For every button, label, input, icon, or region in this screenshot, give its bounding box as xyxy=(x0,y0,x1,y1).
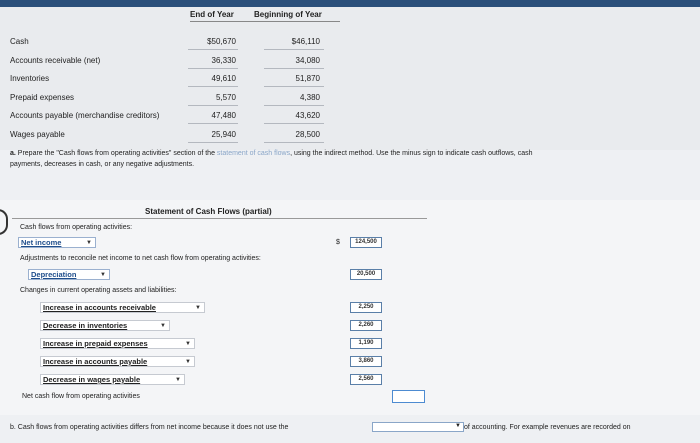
end-of-year-value: $50,670 xyxy=(207,37,236,46)
cell-rule xyxy=(188,142,238,143)
end-of-year-value: 5,570 xyxy=(215,92,236,102)
balance-row xyxy=(0,90,700,106)
instruction-a xyxy=(10,148,700,170)
change-select-label: Increase in prepaid expenses xyxy=(43,339,148,348)
net-cash-label: Net cash flow from operating activities xyxy=(22,393,140,400)
net-income-input[interactable]: 124,500 xyxy=(350,237,382,248)
change-select-label: Decrease in inventories xyxy=(43,321,128,330)
change-select[interactable] xyxy=(40,338,195,349)
depreciation-input[interactable]: 20,500 xyxy=(350,269,382,280)
chevron-down-icon: ▼ xyxy=(86,240,92,246)
cell-rule xyxy=(188,49,238,50)
beginning-of-year-value: 43,620 xyxy=(295,111,320,120)
balance-row xyxy=(0,127,700,143)
change-select-label: Increase in accounts receivable xyxy=(43,303,156,312)
statement-title-rule xyxy=(12,218,427,219)
beginning-of-year-value: 4,380 xyxy=(299,92,320,102)
top-bar xyxy=(0,0,700,7)
beginning-of-year-value: 51,870 xyxy=(295,74,320,83)
chevron-down-icon: ▼ xyxy=(185,359,191,365)
beginning-of-year-value: 28,500 xyxy=(295,129,320,139)
balance-row-label: Accounts receivable (net) xyxy=(10,55,101,65)
cell-rule xyxy=(188,86,238,87)
cell-rule xyxy=(264,142,324,143)
chevron-down-icon: ▼ xyxy=(195,305,201,311)
cell-rule xyxy=(264,123,324,124)
end-of-year-value: 49,610 xyxy=(211,74,236,83)
change-select-label: Increase in accounts payable xyxy=(43,357,148,366)
end-of-year-value: 47,480 xyxy=(211,111,236,120)
change-value-input[interactable]: 2,260 xyxy=(350,320,382,331)
beginning-of-year-value: 34,080 xyxy=(295,55,320,65)
cell-rule xyxy=(188,105,238,106)
statement-link[interactable]: statement of cash flows xyxy=(216,150,291,157)
instruction-b-text-1: b. Cash flows from operating activities differs from net income because it does not use the xyxy=(10,424,289,431)
end-of-year-value: 36,330 xyxy=(211,55,236,65)
cell-rule xyxy=(264,68,324,69)
balance-row xyxy=(0,53,700,69)
chevron-down-icon: ▼ xyxy=(175,377,181,383)
instruction-a-text-1: Prepare the "Cash flows from operating activities" section of the xyxy=(15,150,217,157)
dollar-sign: $ xyxy=(336,239,340,246)
net-income-select[interactable] xyxy=(18,237,96,248)
cell-rule xyxy=(188,68,238,69)
instruction-a-text-2: , using the indirect method. Use the minus sign to indicate cash outflows, cash xyxy=(290,150,533,157)
chevron-down-icon: ▼ xyxy=(455,423,461,429)
cell-rule xyxy=(188,123,238,124)
balance-row xyxy=(0,34,700,50)
change-select[interactable] xyxy=(40,356,195,367)
net-cash-input[interactable] xyxy=(392,390,425,403)
change-select[interactable] xyxy=(40,374,185,385)
net-income-select-label: Net income xyxy=(21,238,62,247)
cell-rule xyxy=(264,49,324,50)
instruction-b-text-2: of accounting. For example revenues are recorded on xyxy=(464,424,631,431)
balance-row xyxy=(0,108,700,124)
statement-title: Statement of Cash Flows (partial) xyxy=(145,207,272,216)
depreciation-select-label: Depreciation xyxy=(31,270,77,279)
cell-rule xyxy=(264,86,324,87)
change-value-input[interactable]: 1,190 xyxy=(350,338,382,349)
balance-row-label: Cash xyxy=(10,37,29,46)
operating-activities-label: Cash flows from operating activities: xyxy=(20,224,133,231)
beginning-of-year-header: Beginning of Year xyxy=(254,10,322,19)
cell-rule xyxy=(264,105,324,106)
change-value-input[interactable]: 2,250 xyxy=(350,302,382,313)
instruction-a-prefix: a. xyxy=(10,150,16,157)
balance-row-label: Prepaid expenses xyxy=(10,92,75,102)
chevron-down-icon: ▼ xyxy=(160,323,166,329)
balance-row-label: Inventories xyxy=(10,74,50,83)
adjustments-label: Adjustments to reconcile net income to net cash flow from operating activities: xyxy=(20,255,261,262)
depreciation-select[interactable] xyxy=(28,269,110,280)
chevron-down-icon: ▼ xyxy=(185,341,191,347)
change-value-input[interactable]: 3,860 xyxy=(350,356,382,367)
accounting-basis-select[interactable] xyxy=(372,422,464,432)
change-value-input[interactable]: 2,560 xyxy=(350,374,382,385)
change-select[interactable] xyxy=(40,320,170,331)
changes-label: Changes in current operating assets and liabilities: xyxy=(20,287,177,294)
chevron-down-icon: ▼ xyxy=(100,272,106,278)
balance-row-label: Accounts payable (merchandise creditors) xyxy=(10,111,160,120)
balance-row-label: Wages payable xyxy=(10,129,65,139)
change-select-label: Decrease in wages payable xyxy=(43,375,141,384)
change-select[interactable] xyxy=(40,302,205,313)
end-of-year-header: End of Year xyxy=(190,10,234,19)
balance-row xyxy=(0,71,700,87)
end-of-year-value: 25,940 xyxy=(211,129,236,139)
instruction-a-line2: payments, decreases in cash, or any negative adjustments. xyxy=(10,161,195,168)
header-rule xyxy=(190,21,340,22)
beginning-of-year-value: $46,110 xyxy=(291,37,320,46)
